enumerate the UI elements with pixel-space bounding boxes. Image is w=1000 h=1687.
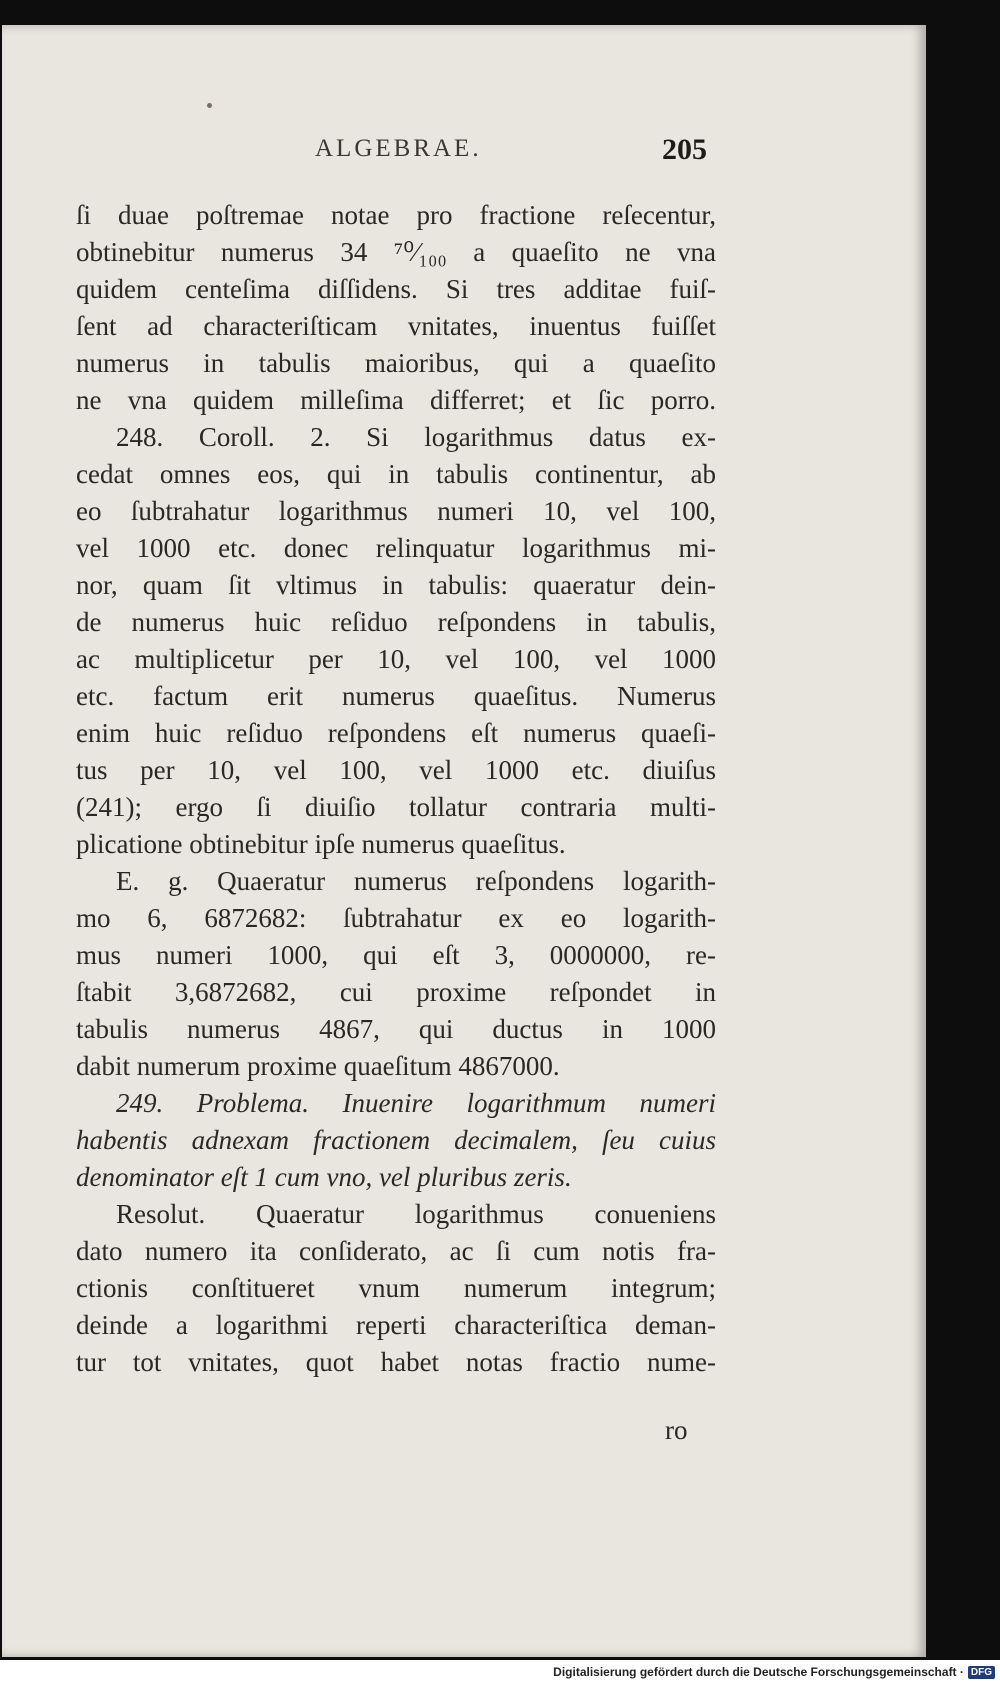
- text-line: deinde a logarithmi reperti characteriſtica deman-: [76, 1310, 716, 1340]
- text-line: dabit numerum proxime quaeſitum 4867000.: [76, 1051, 560, 1081]
- paragraph-248-line: 248. Coroll. 2. Si logarithmus datus ex-: [116, 422, 716, 452]
- text-line: tus per 10, vel 100, vel 1000 etc. diuiſus: [76, 755, 716, 785]
- text-line: tabulis numerus 4867, qui ductus in 1000: [76, 1014, 716, 1044]
- text-line: cedat omnes eos, qui in tabulis continentur, ab: [76, 459, 716, 489]
- text-line: etc. factum erit numerus quaeſitus. Numerus: [76, 681, 716, 711]
- text-line: quidem centeſima diſſidens. Si tres additae fuiſ-: [76, 274, 716, 304]
- page-number: 205: [662, 133, 707, 166]
- text-line: ctionis conſtitueret vnum numerum integrum;: [76, 1273, 716, 1303]
- text-line: (241); ergo ſi diuiſio tollatur contraria multi-: [76, 792, 716, 822]
- text-line: mo 6, 6872682: ſubtrahatur ex eo logarith-: [76, 903, 716, 933]
- text-line: numerus in tabulis maioribus, qui a quaeſito: [76, 348, 716, 378]
- text-line: denominator eſt 1 cum vno, vel pluribus zeris.: [76, 1162, 572, 1192]
- credit-text: Digitalisierung gefördert durch die Deutsche Forschungsgemeinschaft ·: [553, 1665, 964, 1679]
- text-line: obtinebitur numerus 34 ⁷⁰⁄₁₀₀ a quaeſito ne vna: [76, 237, 716, 267]
- text-line: plicatione obtinebitur ipſe numerus quaeſitus.: [76, 829, 566, 859]
- text-line: enim huic reſiduo reſpondens eſt numerus quaeſi-: [76, 718, 716, 748]
- book-page: [2, 25, 926, 1657]
- text-line: ſi duae poſtremae notae pro fractione reſecentur,: [76, 200, 716, 230]
- text-line: eo ſubtrahatur logarithmus numeri 10, vel 100,: [76, 496, 716, 526]
- text-line: vel 1000 etc. donec relinquatur logarithmus mi-: [76, 533, 716, 563]
- text-line: ſent ad characteriſticam vnitates, inuentus fuiſſet: [76, 311, 716, 341]
- example-line: E. g. Quaeratur numerus reſpondens logarith-: [116, 866, 716, 896]
- ink-spot: [207, 103, 212, 108]
- dfg-logo-icon: DFG: [968, 1666, 995, 1679]
- text-line: mus numeri 1000, qui eſt 3, 0000000, re-: [76, 940, 716, 970]
- text-line: dato numero ita conſiderato, ac ſi cum notis fra-: [76, 1236, 716, 1266]
- paragraph-249-line: 249. Problema. Inuenire logarithmum numeri: [116, 1088, 716, 1118]
- catchword: ro: [665, 1415, 688, 1445]
- running-title: ALGEBRAE.: [315, 135, 482, 162]
- text-line: ne vna quidem milleſima differret; et ſic porro.: [76, 385, 716, 415]
- resolution-line: Resolut. Quaeratur logarithmus conueniens: [116, 1199, 716, 1229]
- text-line: ſtabit 3,6872682, cui proxime reſpondet in: [76, 977, 716, 1007]
- text-line: nor, quam ſit vltimus in tabulis: quaeratur dein-: [76, 570, 716, 600]
- text-line: de numerus huic reſiduo reſpondens in tabulis,: [76, 607, 716, 637]
- text-line: habentis adnexam fractionem decimalem, ſeu cuius: [76, 1125, 716, 1155]
- text-line: tur tot vnitates, quot habet notas fractio nume-: [76, 1347, 716, 1377]
- digitization-credit: [553, 1665, 995, 1679]
- body-text: [76, 197, 716, 1381]
- text-line: ac multiplicetur per 10, vel 100, vel 1000: [76, 644, 716, 674]
